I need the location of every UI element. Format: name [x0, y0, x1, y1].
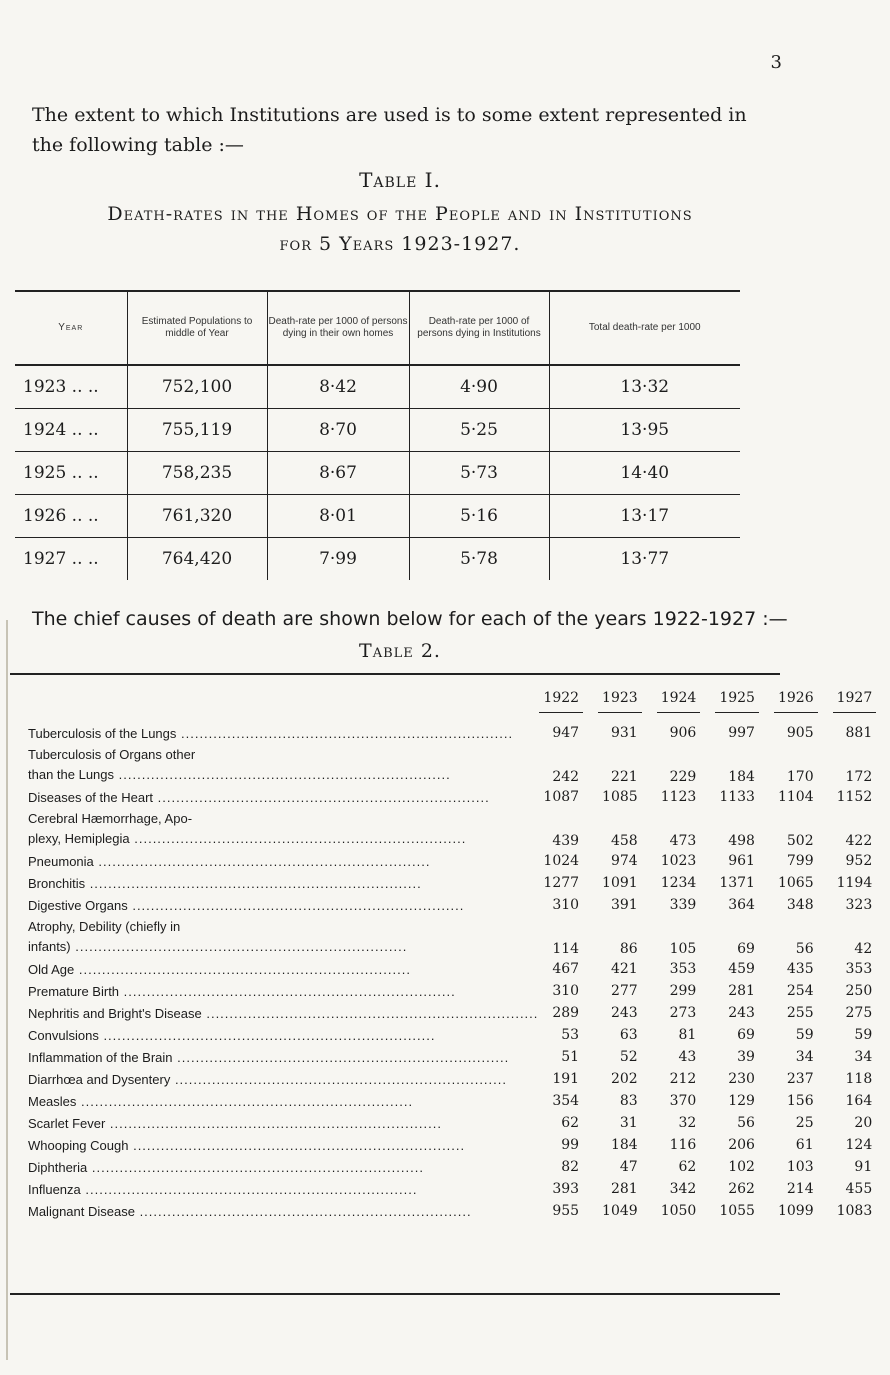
- value-cell: 13·95: [549, 409, 740, 452]
- table-row: [10, 850, 890, 872]
- value-cell: 8·70: [267, 409, 409, 452]
- value-cell: 39: [737, 1049, 755, 1065]
- table-row: [10, 1002, 890, 1024]
- year-cell: 1924 .. ..: [15, 409, 127, 452]
- value-cell: 364: [728, 897, 755, 913]
- table-row: [10, 1090, 890, 1112]
- value-cell: 881: [845, 725, 873, 741]
- value-cell: 931: [610, 725, 638, 741]
- value-cell: 289: [552, 1005, 580, 1021]
- value-cell: 348: [786, 897, 814, 913]
- value-cell: 1277: [543, 875, 580, 891]
- table-row: [10, 1178, 890, 1200]
- value-cell: 1023: [660, 853, 697, 869]
- dot-leader: [130, 831, 467, 846]
- dot-leader: [114, 767, 451, 782]
- value-cell: 1087: [543, 789, 580, 805]
- dot-leader: [128, 898, 465, 913]
- value-cell: 1024: [543, 853, 580, 869]
- table-row: [10, 786, 890, 808]
- year-header: 1922: [538, 680, 597, 722]
- cause-label: Bronchitis: [28, 875, 86, 891]
- value-cell: 5·16: [409, 495, 549, 538]
- cause-cell: [10, 1178, 538, 1200]
- value-cell: 458: [610, 833, 638, 849]
- table-row: [10, 1134, 890, 1156]
- value-cell: 435: [786, 961, 814, 977]
- value-cell: 473: [669, 833, 697, 849]
- value-cell: 1049: [602, 1203, 638, 1219]
- cause-label: Inflammation of the Brain: [28, 1049, 173, 1065]
- value-cell: 242: [552, 769, 580, 785]
- year-cell: 1926 .. ..: [15, 495, 127, 538]
- value-cell: 459: [728, 961, 755, 977]
- dot-leader: [119, 984, 456, 999]
- cause-label-line1: Cerebral Hæmorrhage, Apo-: [28, 811, 193, 826]
- value-cell: 273: [669, 1005, 697, 1021]
- value-cell: 62: [678, 1159, 697, 1175]
- dot-leader: [128, 1138, 465, 1153]
- dot-leader: [170, 1072, 507, 1087]
- value-cell: 69: [737, 1027, 755, 1043]
- value-cell: 455: [845, 1181, 873, 1197]
- value-cell: 1152: [836, 789, 873, 805]
- value-cell: 14·40: [549, 452, 740, 495]
- scan-edge-shadow: [6, 620, 8, 1360]
- cause-cell: [10, 1090, 538, 1112]
- cause-label: Convulsions: [28, 1027, 99, 1043]
- value-cell: 5·73: [409, 452, 549, 495]
- value-cell: 1083: [836, 1203, 873, 1219]
- value-cell: 56: [737, 1115, 755, 1131]
- year-cell: 1927 .. ..: [23, 549, 99, 569]
- cause-cell: [10, 1002, 538, 1024]
- value-cell: 13·32: [549, 365, 740, 409]
- value-cell: 906: [669, 725, 697, 741]
- value-cell: 53: [561, 1027, 580, 1043]
- cause-label: Old Age: [28, 961, 75, 977]
- cause-cell: [10, 1068, 538, 1090]
- value-cell: 1065: [777, 875, 814, 891]
- table-row: [10, 1156, 890, 1178]
- value-cell: 61: [795, 1137, 814, 1153]
- value-cell: 439: [552, 833, 580, 849]
- value-cell: 1194: [836, 875, 873, 891]
- header-institution-death-rate: Death-rate per 1000 of persons dying in Institutions: [409, 291, 549, 365]
- value-cell: 114: [552, 941, 580, 957]
- table1-title: Table I.: [359, 168, 441, 192]
- dot-leader: [105, 1116, 442, 1131]
- table2-top-rule: [10, 673, 780, 675]
- value-cell: 91: [854, 1159, 873, 1175]
- value-cell: 299: [669, 983, 697, 999]
- cause-label: Tuberculosis of the Lungs: [28, 725, 177, 741]
- value-cell: 86: [619, 941, 638, 957]
- table-row: [10, 916, 890, 958]
- cause-label: Pneumonia: [28, 853, 94, 869]
- value-cell: 56: [795, 941, 814, 957]
- value-cell: 391: [610, 897, 638, 913]
- value-cell: 229: [669, 769, 697, 785]
- value-cell: 52: [619, 1049, 638, 1065]
- value-cell: 262: [728, 1181, 755, 1197]
- table2-bottom-rule: [10, 1293, 780, 1295]
- cause-label: Influenza: [28, 1181, 81, 1197]
- header-population: Estimated Populations to middle of Year: [127, 291, 267, 365]
- value-cell: 281: [728, 983, 755, 999]
- value-cell: 116: [669, 1137, 697, 1153]
- value-cell: 170: [786, 769, 814, 785]
- value-cell: 81: [678, 1027, 697, 1043]
- value-cell: 156: [786, 1093, 814, 1109]
- dot-leader: [76, 1094, 413, 1109]
- value-cell: 5·78: [409, 538, 549, 581]
- value-cell: 32: [678, 1115, 697, 1131]
- year-header: 1924: [656, 680, 715, 722]
- value-cell: 905: [786, 725, 814, 741]
- cause-label: infants): [28, 939, 71, 954]
- value-cell: 59: [795, 1027, 814, 1043]
- value-cell: 277: [610, 983, 638, 999]
- value-cell: 102: [728, 1159, 755, 1175]
- death-rates-table: [15, 290, 740, 580]
- value-cell: 764,420: [127, 538, 267, 581]
- year-header: 1927: [832, 680, 890, 722]
- intro-paragraph: The extent to which Institutions are used is to some extent represented in the following table :—: [32, 104, 747, 156]
- value-cell: 129: [728, 1093, 755, 1109]
- value-cell: 353: [845, 961, 873, 977]
- cause-cell: [10, 1024, 538, 1046]
- table-row: [10, 872, 890, 894]
- cause-cell: [10, 916, 538, 958]
- year-header: 1923: [597, 680, 656, 722]
- cause-cell: [10, 1156, 538, 1178]
- causes-of-death-table: [10, 680, 890, 1222]
- header-total-death-rate: Total death-rate per 1000: [549, 291, 740, 365]
- header-year: Year: [15, 291, 127, 365]
- value-cell: 974: [610, 853, 638, 869]
- dot-leader: [81, 1182, 418, 1197]
- value-cell: 952: [845, 853, 873, 869]
- chief-causes-paragraph: The chief causes of death are shown below for each of the years 1922-1927 :—: [32, 608, 788, 630]
- value-cell: 997: [728, 725, 755, 741]
- cause-cell: [10, 1112, 538, 1134]
- value-cell: 758,235: [127, 452, 267, 495]
- value-cell: 955: [552, 1203, 580, 1219]
- cause-label: Premature Birth: [28, 983, 120, 999]
- value-cell: 5·25: [409, 409, 549, 452]
- value-cell: 8·01: [267, 495, 409, 538]
- table-row: [10, 1200, 890, 1222]
- cause-label-line1: Atrophy, Debility (chiefly in: [28, 919, 181, 934]
- value-cell: 43: [678, 1049, 697, 1065]
- table-row: [10, 808, 890, 850]
- table-row: [10, 722, 890, 744]
- dot-leader: [173, 1050, 510, 1065]
- cause-cell: [10, 872, 538, 894]
- value-cell: 1091: [602, 875, 638, 891]
- value-cell: 34: [795, 1049, 814, 1065]
- value-cell: 961: [728, 853, 755, 869]
- value-cell: 221: [610, 769, 638, 785]
- cause-label: Nephritis and Bright's Disease: [28, 1005, 202, 1021]
- dot-leader: [74, 962, 411, 977]
- table-row: [15, 409, 740, 452]
- cause-cell: [10, 894, 538, 916]
- value-cell: 42: [854, 941, 873, 957]
- value-cell: 799: [786, 853, 814, 869]
- value-cell: 34: [854, 1049, 873, 1065]
- cause-label: plexy, Hemiplegia: [28, 831, 130, 846]
- table-row: [10, 744, 890, 786]
- value-cell: 255: [786, 1005, 814, 1021]
- value-cell: 254: [786, 983, 814, 999]
- cause-label: Measles: [28, 1093, 77, 1109]
- value-cell: 83: [619, 1093, 638, 1109]
- cause-cell: [10, 958, 538, 980]
- value-cell: 1123: [660, 789, 697, 805]
- value-cell: 1085: [602, 789, 638, 805]
- cause-label: Scarlet Fever: [28, 1115, 106, 1131]
- value-cell: 13·17: [549, 495, 740, 538]
- value-cell: 1099: [777, 1203, 814, 1219]
- value-cell: 31: [619, 1115, 638, 1131]
- value-cell: 25: [795, 1115, 814, 1131]
- table1-subtitle-line1: Death-rates in the Homes of the People and in Institutions: [107, 203, 693, 225]
- value-cell: 230: [728, 1071, 755, 1087]
- value-cell: 498: [728, 833, 755, 849]
- value-cell: 281: [610, 1181, 638, 1197]
- header-cause: [10, 680, 538, 722]
- value-cell: 947: [552, 725, 580, 741]
- dot-leader: [71, 939, 408, 954]
- value-cell: 342: [669, 1181, 697, 1197]
- value-cell: 1050: [660, 1203, 697, 1219]
- page-number: 3: [770, 52, 782, 73]
- value-cell: 124: [845, 1137, 873, 1153]
- value-cell: 8·67: [267, 452, 409, 495]
- value-cell: 99: [561, 1137, 580, 1153]
- value-cell: 310: [552, 897, 580, 913]
- value-cell: 4·90: [409, 365, 549, 409]
- value-cell: 422: [845, 833, 873, 849]
- dot-leader: [135, 1204, 472, 1219]
- cause-cell: [10, 850, 538, 872]
- value-cell: 370: [669, 1093, 697, 1109]
- dot-leader: [85, 876, 422, 891]
- year-header: 1926: [773, 680, 832, 722]
- value-cell: 755,119: [127, 409, 267, 452]
- dot-leader: [94, 854, 431, 869]
- value-cell: 237: [786, 1071, 814, 1087]
- value-cell: 82: [561, 1159, 580, 1175]
- value-cell: 1055: [719, 1203, 755, 1219]
- cause-label-line1: Tuberculosis of Organs other: [28, 747, 196, 762]
- dot-leader: [153, 790, 490, 805]
- cause-label: Diphtheria: [28, 1159, 88, 1175]
- value-cell: 275: [845, 1005, 873, 1021]
- cause-label: Digestive Organs: [28, 897, 128, 913]
- table-row: [15, 365, 740, 409]
- value-cell: 184: [610, 1137, 638, 1153]
- header-home-death-rate: Death-rate per 1000 of persons dying in their own homes: [267, 291, 409, 365]
- value-cell: 1234: [660, 875, 697, 891]
- dot-leader: [99, 1028, 436, 1043]
- value-cell: 47: [619, 1159, 638, 1175]
- table-row: [15, 495, 740, 538]
- cause-label: than the Lungs: [28, 767, 115, 782]
- table1-subtitle-line2: for 5 Years 1923-1927.: [279, 233, 521, 255]
- cause-cell: [10, 808, 538, 850]
- value-cell: 243: [610, 1005, 638, 1021]
- value-cell: 243: [728, 1005, 755, 1021]
- value-cell: 103: [786, 1159, 814, 1175]
- cause-label: Malignant Disease: [28, 1203, 135, 1219]
- value-cell: 8·42: [267, 365, 409, 409]
- value-cell: 752,100: [127, 365, 267, 409]
- cause-cell: [10, 744, 538, 786]
- cause-cell: [10, 1200, 538, 1222]
- table-row: [15, 538, 740, 581]
- value-cell: 59: [854, 1027, 873, 1043]
- value-cell: 202: [610, 1071, 638, 1087]
- value-cell: 1104: [777, 789, 814, 805]
- year-cell: 1925 .. ..: [15, 452, 127, 495]
- cause-cell: [10, 786, 538, 808]
- value-cell: 164: [845, 1093, 873, 1109]
- value-cell: 323: [845, 897, 873, 913]
- value-cell: 172: [845, 769, 873, 785]
- value-cell: 20: [854, 1115, 873, 1131]
- cause-label: Diseases of the Heart: [28, 789, 154, 805]
- value-cell: 118: [845, 1071, 873, 1087]
- value-cell: 310: [552, 983, 580, 999]
- value-cell: 13·77: [549, 538, 740, 581]
- value-cell: 1133: [719, 789, 755, 805]
- table-row: [10, 1046, 890, 1068]
- cause-cell: [10, 1046, 538, 1068]
- value-cell: 51: [561, 1049, 580, 1065]
- table-row: [15, 452, 740, 495]
- table2-title: Table 2.: [359, 640, 441, 662]
- value-cell: 212: [669, 1071, 697, 1087]
- value-cell: 69: [737, 941, 755, 957]
- value-cell: 339: [669, 897, 697, 913]
- value-cell: 393: [552, 1181, 580, 1197]
- value-cell: 421: [610, 961, 638, 977]
- dot-leader: [176, 726, 513, 741]
- table-row: [10, 958, 890, 980]
- value-cell: 502: [786, 833, 814, 849]
- value-cell: 63: [619, 1027, 638, 1043]
- cause-cell: [10, 1134, 538, 1156]
- value-cell: 105: [669, 941, 697, 957]
- year-cell: 1923 .. ..: [15, 365, 127, 409]
- value-cell: 7·99: [267, 538, 409, 581]
- value-cell: 184: [728, 769, 755, 785]
- cause-cell: [10, 980, 538, 1002]
- table-row: [10, 980, 890, 1002]
- value-cell: 62: [561, 1115, 580, 1131]
- year-header: 1925: [714, 680, 773, 722]
- cause-cell: [10, 722, 538, 744]
- table-row: [10, 1024, 890, 1046]
- value-cell: 1371: [719, 875, 755, 891]
- table-row: [10, 894, 890, 916]
- dot-leader: [202, 1006, 539, 1021]
- value-cell: 354: [552, 1093, 580, 1109]
- value-cell: 761,320: [127, 495, 267, 538]
- value-cell: 467: [552, 961, 580, 977]
- value-cell: 206: [728, 1137, 755, 1153]
- value-cell: 250: [845, 983, 873, 999]
- dot-leader: [87, 1160, 424, 1175]
- value-cell: 214: [786, 1181, 814, 1197]
- table-row: [10, 1068, 890, 1090]
- value-cell: 353: [669, 961, 697, 977]
- cause-label: Whooping Cough: [28, 1137, 129, 1153]
- cause-label: Diarrhœa and Dysentery: [28, 1071, 171, 1087]
- table-row: [10, 1112, 890, 1134]
- value-cell: 191: [552, 1071, 580, 1087]
